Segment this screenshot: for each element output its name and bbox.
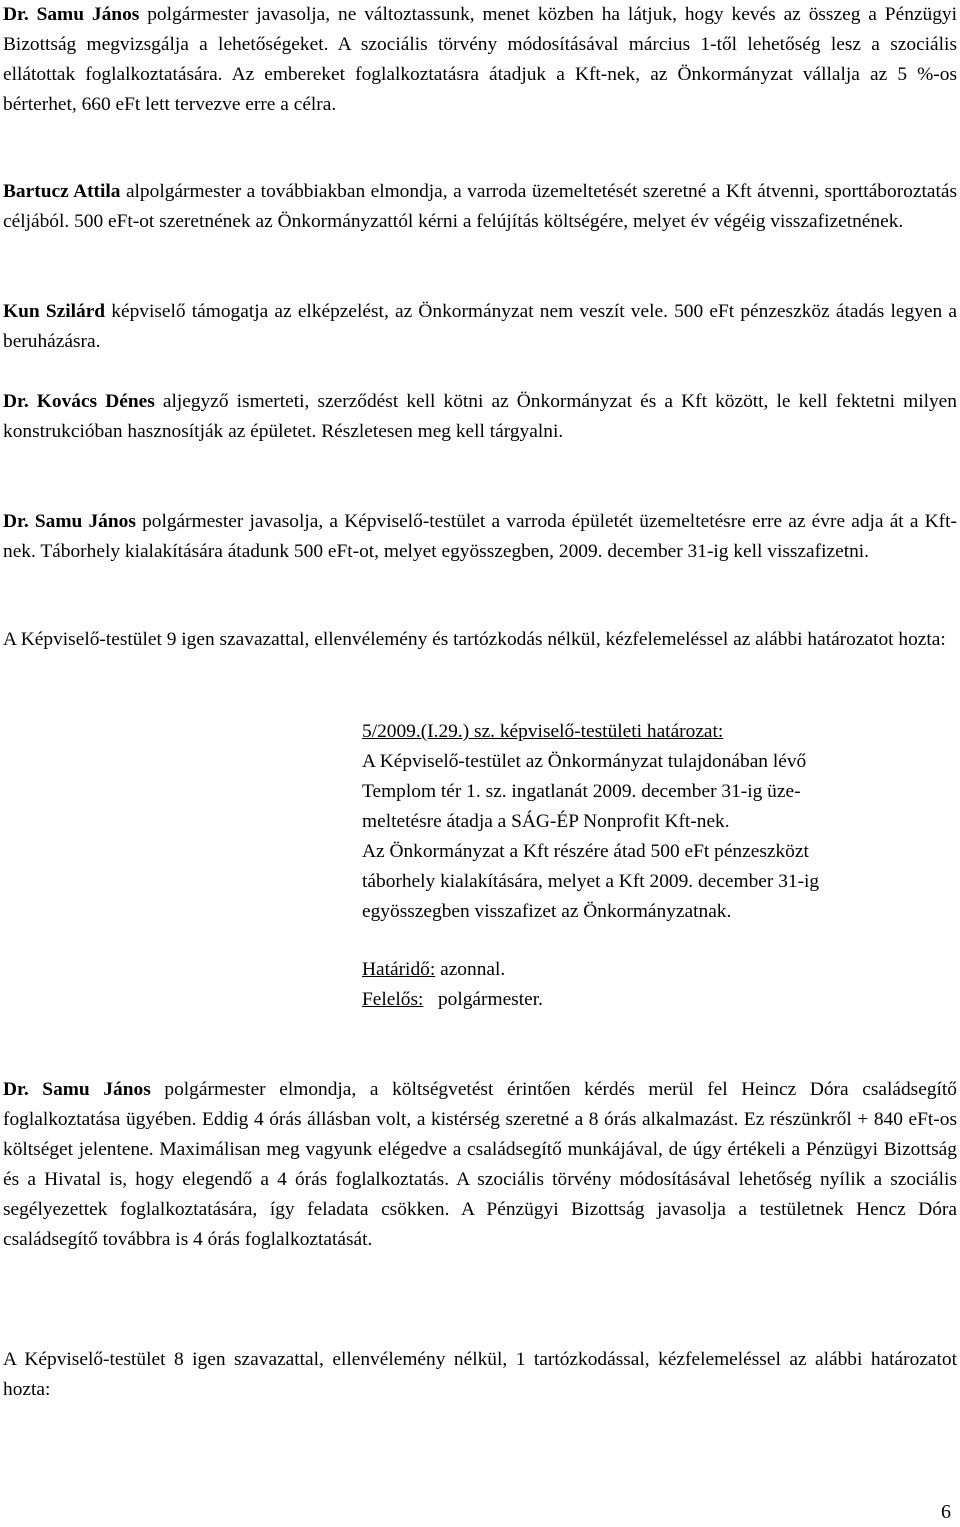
deadline-value: azonnal. xyxy=(440,959,506,980)
resolution-block xyxy=(362,717,957,927)
vote-statement-1: A Képviselő-testület 9 igen szavazattal, ellenvélemény és tartózkodás nélkül, kézfelemeléssel az alábbi határozatot hozta: xyxy=(3,629,946,650)
speaker-name: Kun Szilárd xyxy=(3,301,106,322)
speaker-name: Bartucz Attila xyxy=(3,181,121,202)
resolution-deadline xyxy=(362,955,957,985)
paragraph-representative xyxy=(3,297,957,357)
speaker-name: Dr. Samu János xyxy=(3,1079,151,1100)
speaker-name: Dr. Kovács Dénes xyxy=(3,391,155,412)
resolution-line: Az Önkormányzat a Kft részére átad 500 eFt pénzeszközt xyxy=(362,841,809,862)
responsible-label: Felelős: xyxy=(362,989,424,1010)
paragraph-text: polgármester elmondja, a költségvetést érintően kérdés merül fel Heincz Dóra családsegítő foglalkoztatása ügyében. Eddig 4 órás állásban volt, a kistérség szeretné a 8 órás alkalmazást. Ez részünkről + 840 eFt-os költséget jelentene. Maximálisan meg vagyunk elégedve a családsegítő munkájával, de úgy értékeli a Pénzügyi Bizottság és a Hivatal is, hogy elegendő a 4 órás foglalkoztatás. A szociális törvény módosításával lehetőség nyílik a szociális segélyezettek foglalkoztatására, így feladata csökken. A Pénzügyi Bizottság javasolja a testületnek Hencz Dóra családsegítő továbbra is 4 órás foglalkoztatását. xyxy=(3,1079,957,1250)
resolution-line: Templom tér 1. sz. ingatlanát 2009. december 31-ig üze- xyxy=(362,781,801,802)
page-number: 6 xyxy=(941,1501,951,1523)
vote-statement-2: A Képviselő-testület 8 igen szavazattal, ellenvélemény nélkül, 1 tartózkodással, kézfelemeléssel az alábbi határozatot hozta: xyxy=(3,1349,957,1400)
paragraph-mayor-family-assistant xyxy=(3,1075,957,1255)
resolution-line: táborhely kialakítására, melyet a Kft 2009. december 31-ig xyxy=(362,871,820,892)
paragraph-notary xyxy=(3,387,957,447)
paragraph-mayor-proposal xyxy=(3,0,957,120)
paragraph-text: polgármester javasolja, ne változtassunk, menet közben ha látjuk, hogy kevés az összeg a Pénzügyi Bizottság megvizsgálja a lehetőségeket. A szociális törvény módosításával március 1-től lehetőség lesz a szociális ellátottak foglalkoztatására. Az embereket foglalkoztatásra átadjuk a Kft-nek, az Önkormányzat vállalja az 5 %-os bérterhet, 660 eFt lett tervezve erre a célra. xyxy=(3,4,957,115)
resolution-line: A Képviselő-testület az Önkormányzat tulajdonában lévő xyxy=(362,751,807,772)
deadline-label: Határidő: xyxy=(362,959,436,980)
paragraph-text: polgármester javasolja, a Képviselő-testület a varroda épületét üzemeltetésre erre az évre adja át a Kft-nek. Táborhely kialakítására átadunk 500 eFt-ot, melyet egyösszegben, 2009. december 31-ig kell visszafizetni. xyxy=(3,511,957,562)
paragraph-text: aljegyző ismerteti, szerződést kell kötni az Önkormányzat és a Kft között, le kell fektetni milyen konstrukcióban hasznosítják az épületet. Részletesen meg kell tárgyalni. xyxy=(3,391,957,442)
resolution-title: 5/2009.(I.29.) sz. képviselő-testületi határozat: xyxy=(362,721,724,742)
speaker-name: Dr. Samu János xyxy=(3,511,136,532)
resolution-line: meltetésre átadja a SÁG-ÉP Nonprofit Kft-nek. xyxy=(362,811,730,832)
paragraph-text: képviselő támogatja az elképzelést, az Önkormányzat nem veszít vele. 500 eFt pénzeszköz átadás legyen a beruházásra. xyxy=(3,301,957,352)
paragraph-mayor-proposal-2 xyxy=(3,507,957,567)
paragraph-text: alpolgármester a továbbiakban elmondja, a varroda üzemeltetését szeretné a Kft átvenni, sporttáboroztatás céljából. 500 eFt-ot szeretnének az Önkormányzattól kérni a felújítás költségére, melyet év végéig visszafizetnének. xyxy=(3,181,957,232)
speaker-name: Dr. Samu János xyxy=(3,4,140,25)
resolution-line: egyösszegben visszafizet az Önkormányzatnak. xyxy=(362,901,732,922)
paragraph-deputy-mayor xyxy=(3,177,957,237)
responsible-value: polgármester. xyxy=(437,989,543,1010)
resolution-responsible xyxy=(362,985,957,1015)
